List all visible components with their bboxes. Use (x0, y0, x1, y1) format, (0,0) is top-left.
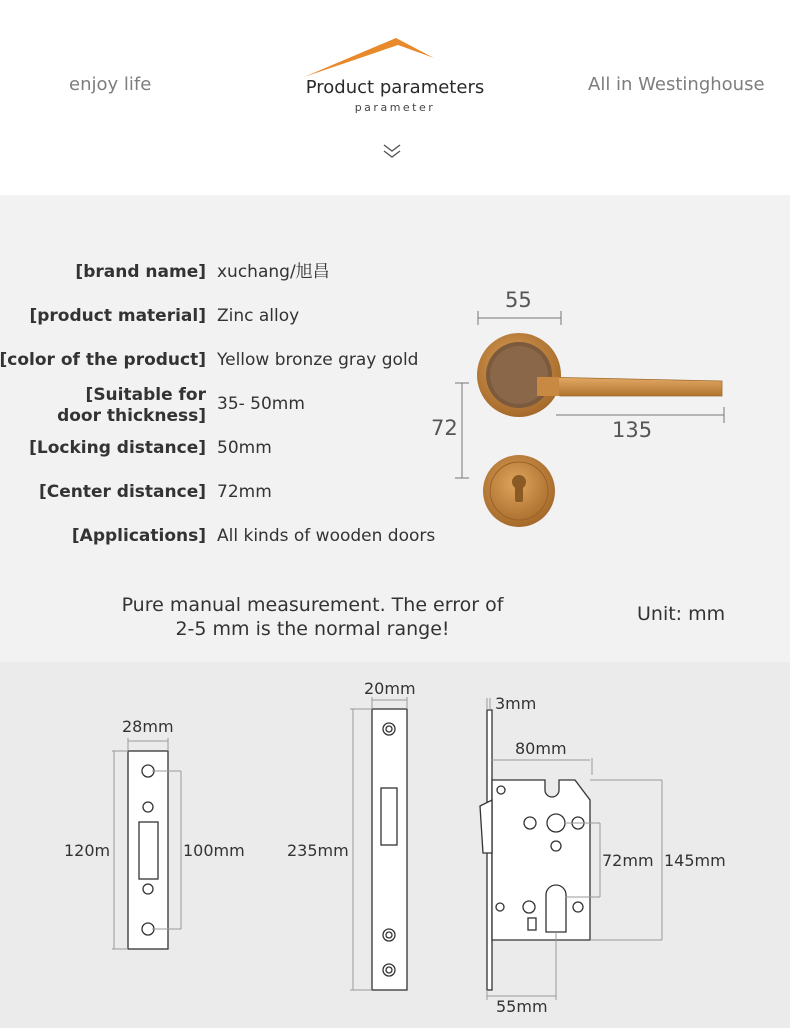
param-label-material: [product material] (29, 306, 206, 326)
lockbody-height-label: 145mm (664, 851, 726, 870)
strike-spacing-label: 100mm (183, 841, 245, 860)
strike-height-label: 120m (64, 841, 111, 860)
param-label-applications: [Applications] (71, 526, 206, 546)
param-value-brand: xuchang/旭昌 (217, 262, 330, 282)
lockbody-backset-label: 55mm (496, 997, 548, 1016)
param-label-brand: [brand name] (75, 262, 206, 282)
lockbody-center-label: 72mm (602, 851, 654, 870)
strike-plate (128, 751, 168, 949)
param-label-center: [Center distance] (38, 482, 206, 502)
unit-label: Unit: mm (637, 603, 726, 625)
latch-bolt (480, 800, 492, 853)
strike-width-label: 28mm (122, 717, 174, 736)
param-value-center: 72mm (217, 482, 272, 502)
param-value-applications: All kinds of wooden doors (217, 526, 436, 546)
lockbody-depth-label: 80mm (515, 739, 567, 758)
page-title: Product parameters (305, 77, 485, 98)
faceplate-width-label: 20mm (364, 679, 416, 698)
lockbody-case (492, 780, 590, 940)
param-value-thickness: 35- 50mm (217, 394, 305, 414)
header-right-text: All in Westinghouse (588, 74, 765, 95)
param-value-color: Yellow bronze gray gold (217, 350, 419, 370)
faceplate-height-label: 235mm (287, 841, 349, 860)
param-label-thickness-2: door thickness] (57, 406, 206, 426)
note-line-1: Pure manual measurement. The error of (121, 594, 504, 616)
note-line-2: 2-5 mm is the normal range! (175, 618, 450, 640)
page-subtitle: parameter (354, 101, 436, 114)
dim-handle-width: 55 (505, 288, 532, 312)
lockbody-thickness-label: 3mm (495, 694, 537, 713)
faceplate (372, 709, 407, 990)
dim-handle-length: 135 (612, 418, 653, 442)
param-label-color: [color of the product] (0, 350, 206, 370)
param-value-material: Zinc alloy (217, 306, 300, 326)
param-label-thickness-1: [Suitable for (85, 385, 206, 405)
header-left-text: enjoy life (69, 74, 152, 95)
param-label-locking: [Locking distance] (29, 438, 206, 458)
param-value-locking: 50mm (217, 438, 272, 458)
dim-handle-height: 72 (431, 416, 458, 440)
